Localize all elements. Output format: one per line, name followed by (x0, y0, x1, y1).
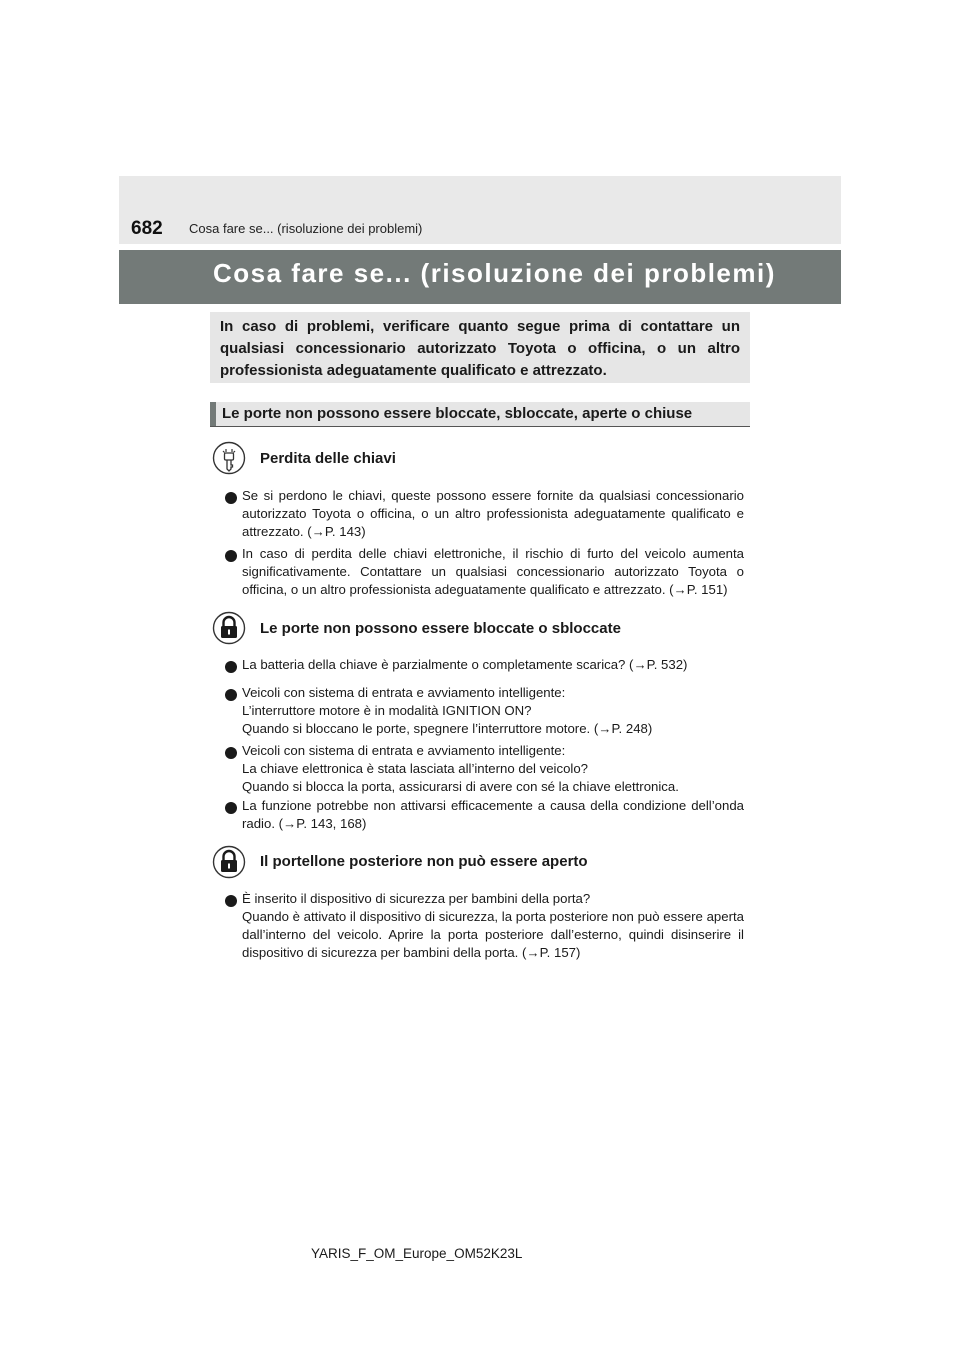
running-head: Cosa fare se... (risoluzione dei problemi) (189, 221, 423, 236)
subsection-title: Il portellone posteriore non può essere aperto (260, 853, 588, 870)
list-item: In caso di perdita delle chiavi elettroniche, il rischio di furto del veicolo aumenta significativamente. Contattare un qualsiasi concessionario autorizzato Toyota o officina, o un altro professionista adeguatamente qualificato e attrezzato. (→P. 151) (242, 546, 744, 597)
bullet (225, 492, 237, 504)
lock-icon (212, 845, 246, 879)
list-item: La funzione potrebbe non attivarsi efficacemente a causa della condizione dell’onda radio. (→P. 143, 168) (242, 798, 744, 831)
bullet (225, 895, 237, 907)
list-item: La batteria della chiave è parzialmente o completamente scarica? (→P. 532) (242, 657, 688, 672)
list-item: Se si perdono le chiavi, queste possono essere fornite da qualsiasi concessionario autorizzato Toyota o officina, o un altro professionista adeguatamente qualificato e attrezzato. (→P. 143) (242, 488, 744, 539)
lock-icon (212, 611, 246, 645)
intro-text: In caso di problemi, verificare quanto segue prima di contattare un qualsiasi concessionario autorizzato Toyota o officina, o un altro professionista adeguatamente qualificato e attrezzato. (220, 318, 740, 379)
footer-code: YARIS_F_OM_Europe_OM52K23L (311, 1246, 523, 1261)
page-number: 682 (131, 218, 163, 239)
bullet (225, 747, 237, 759)
list-item-line: È inserito il dispositivo di sicurezza per bambini della porta? (242, 891, 591, 906)
key-icon (212, 441, 246, 475)
list-item-line: L’interruttore motore è in modalità IGNITION ON? (242, 703, 532, 718)
subsection-title: Perdita delle chiavi (260, 450, 396, 467)
bullet (225, 661, 237, 673)
bullet (225, 689, 237, 701)
list-item-line: Quando si bloccano le porte, spegnere l’interruttore motore. (→P. 248) (242, 721, 653, 736)
list-item (242, 684, 744, 738)
list-item-line: Veicoli con sistema di entrata e avviamento intelligente: (242, 685, 566, 700)
list-item-line: La chiave elettronica è stata lasciata all’interno del veicolo? (242, 761, 589, 776)
subsection-title: Le porte non possono essere bloccate o sbloccate (260, 620, 621, 637)
page-title: Cosa fare se... (risoluzione dei problemi) (213, 258, 776, 288)
section-accent (210, 402, 216, 426)
list-item-line: Veicoli con sistema di entrata e avviamento intelligente: (242, 743, 566, 758)
list-item (242, 890, 744, 962)
list-item (242, 742, 744, 796)
section-title: Le porte non possono essere bloccate, sbloccate, aperte o chiuse (222, 405, 693, 422)
list-item-line: Quando si blocca la porta, assicurarsi di avere con sé la chiave elettronica. (242, 779, 679, 794)
list-item-line: Quando è attivato il dispositivo di sicurezza, la porta posteriore non può essere aperta dall’interno del veicolo. Aprire la porta posteriore dall’esterno, quindi disinserire il dispositivo di sicurezza per bambini della porta. (→P. 157) (242, 909, 744, 960)
bullet (225, 802, 237, 814)
bullet (225, 550, 237, 562)
